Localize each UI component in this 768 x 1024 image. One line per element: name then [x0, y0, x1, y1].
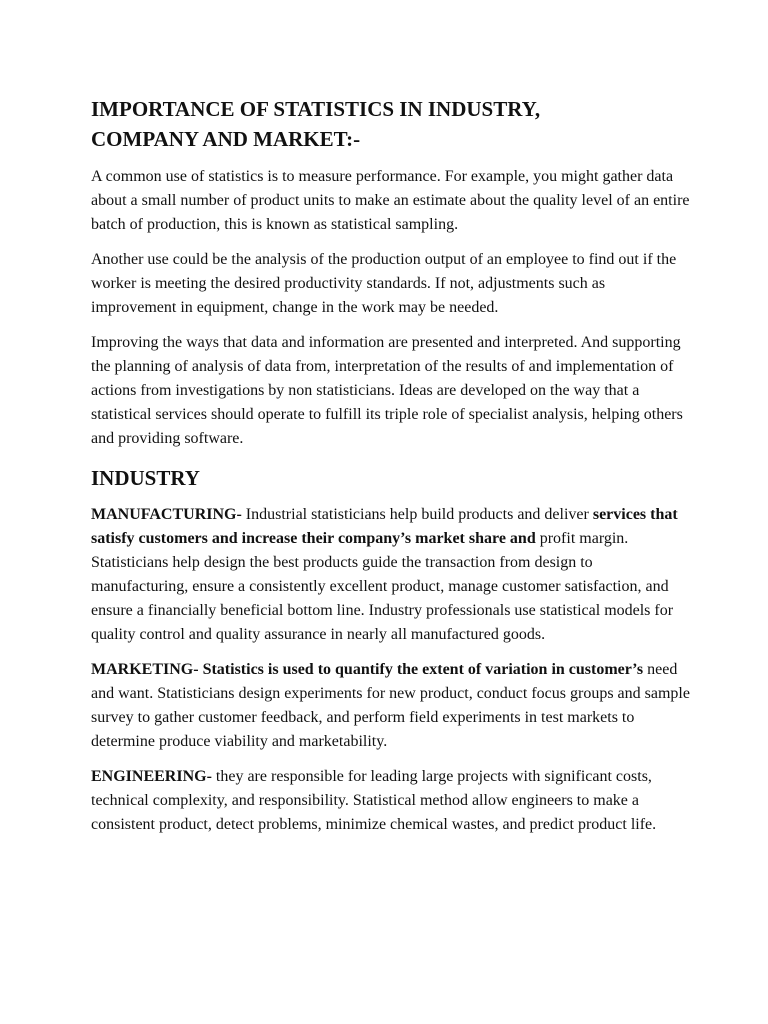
- paragraph-data-presentation: Improving the ways that data and information are presented and interpreted. And supporting the planning of analysis of data from, interpretation of the results of and implementation of actions from investigations by non statisticians. Ideas are developed on the way that a statistical services should operate to fulfill its triple role of specialist analysis, helping others and providing software.: [91, 334, 683, 447]
- paragraph-productivity: Another use could be the analysis of the production output of an employee to find out if the worker is meeting the desired productivity standards. If not, adjustments such as improvement in equipment, change in the work may be needed.: [91, 251, 677, 316]
- document-page: [91, 94, 691, 848]
- paragraph-performance: A common use of statistics is to measure performance. For example, you might gather data about a small number of product units to make an estimate about the quality level of an entire batch of production, this is known as statistical sampling.: [91, 168, 690, 233]
- manufacturing-paragraph: [91, 503, 691, 647]
- engineering-paragraph: [91, 765, 691, 837]
- marketing-paragraph: [91, 658, 691, 754]
- industry-heading: INDUSTRY: [91, 466, 200, 490]
- title-line-2: COMPANY AND MARKET:-: [91, 127, 361, 151]
- manufacturing-text-c: profit margin. Statisticians help design the best products guide the transaction from design to manufacturing, ensure a consistently excellent product, manage customer satisfaction, and ensure a financially beneficial bottom line. Industry professionals use statistical models for quality control and quality assurance in nearly all manufactured goods.: [91, 530, 674, 643]
- document-title: [91, 94, 691, 154]
- marketing-text-a: Statistics is used to quantify the extent of variation in customer’s: [198, 661, 644, 678]
- manufacturing-label: MANUFACTURING-: [91, 506, 242, 523]
- marketing-text-b: need and want. Statisticians design experiments for new product, conduct focus groups and sample survey to gather customer feedback, and perform field experiments in test markets to determine produce viability and marketability.: [91, 661, 690, 750]
- engineering-text: they are responsible for leading large projects with significant costs, technical complexity, and responsibility. Statistical method allow engineers to make a consistent product, detect problems, minimize chemical wastes, and predict product life.: [91, 768, 657, 833]
- manufacturing-text-b: services that satisfy customers and increase their company’s market share and: [91, 506, 678, 547]
- engineering-label: ENGINEERING-: [91, 768, 212, 785]
- marketing-label: MARKETING-: [91, 661, 199, 678]
- title-line-1: IMPORTANCE OF STATISTICS IN INDUSTRY,: [91, 97, 541, 121]
- manufacturing-text-a: Industrial statisticians help build products and deliver: [241, 506, 589, 523]
